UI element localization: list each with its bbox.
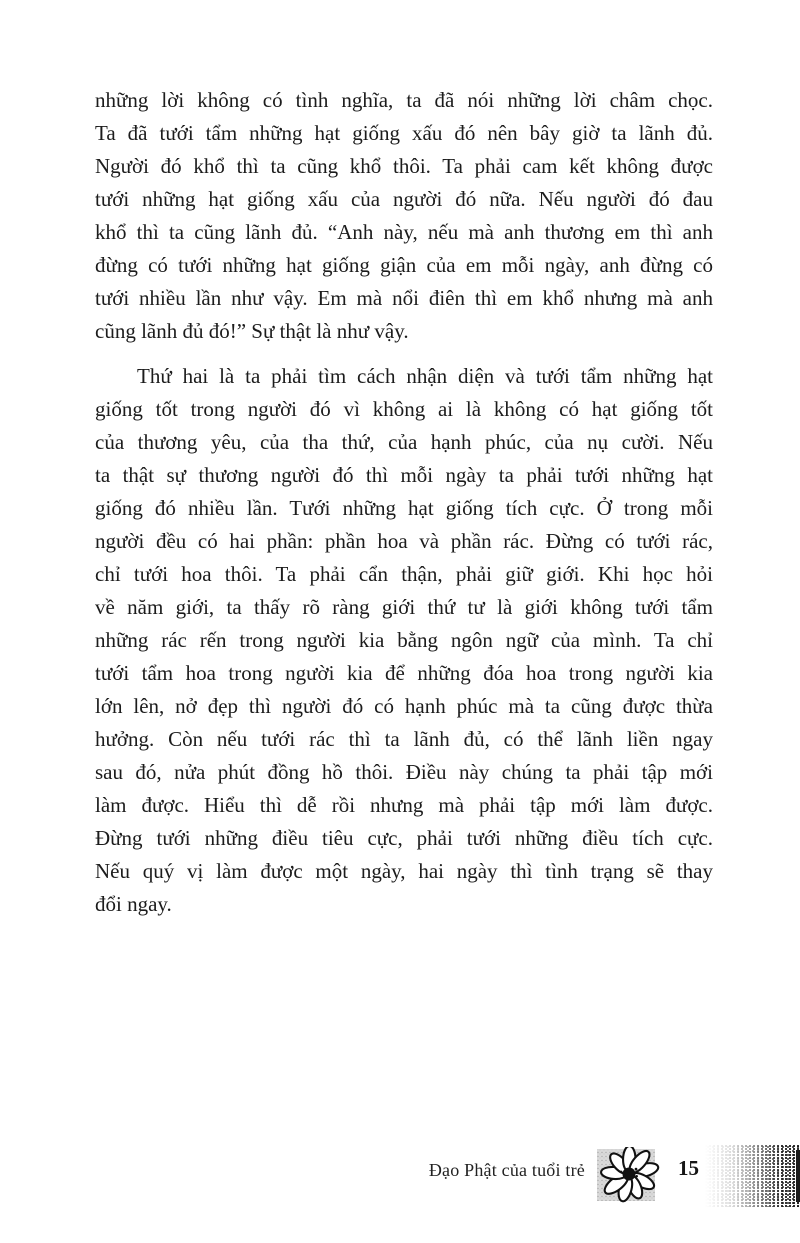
text-line: tưới tẩm hoa trong người kia để những đóa hoa trong người kia (95, 661, 713, 685)
paragraph (95, 84, 713, 348)
text-line: chỉ tưới hoa thôi. Ta phải cẩn thận, phải giữ giới. Khi học hỏi (95, 562, 713, 586)
text-line: lớn lên, nở đẹp thì người đó có hạnh phúc mà ta cũng được thừa (95, 694, 713, 718)
ink-smudge-edge (796, 1150, 800, 1202)
text-line: về năm giới, ta thấy rõ ràng giới thứ tư là giới không tưới tẩm (95, 595, 713, 619)
text-line: của thương yêu, của tha thứ, của hạnh phúc, của nụ cười. Nếu (95, 430, 713, 454)
lotus-flower-icon (597, 1147, 667, 1205)
running-title: Đạo Phật của tuổi trẻ (428, 1160, 585, 1180)
text-line: hưởng. Còn nếu tưới rác thì ta lãnh đủ, có thể lãnh liền ngay (95, 727, 713, 751)
page-footer (0, 1140, 800, 1215)
text-line: ta thật sự thương người đó thì mỗi ngày ta phải tưới những hạt (95, 463, 713, 487)
ink-smudge (705, 1145, 800, 1207)
text-line: những lời không có tình nghĩa, ta đã nói những lời châm chọc. (95, 88, 713, 112)
text-line: tưới nhiều lần như vậy. Em mà nổi điên thì em khổ nhưng mà anh (95, 286, 713, 310)
text-line: Đừng tưới những điều tiêu cực, phải tưới những điều tích cực. (95, 826, 713, 850)
text-line: đừng có tưới những hạt giống giận của em mỗi ngày, anh đừng có (95, 253, 713, 277)
paragraph (95, 360, 713, 921)
text-line: Ta đã tưới tẩm những hạt giống xấu đó nên bây giờ ta lãnh đủ. (95, 121, 713, 145)
page-number: 15 (678, 1156, 699, 1180)
text-line: giống tốt trong người đó vì không ai là không có hạt giống tốt (95, 397, 713, 421)
text-line: cũng lãnh đủ đó!” Sự thật là như vậy. (95, 319, 409, 343)
body-text (95, 84, 713, 921)
text-line: người đều có hai phần: phần hoa và phần rác. Đừng có tưới rác, (95, 529, 713, 553)
text-line: Thứ hai là ta phải tìm cách nhận diện và tưới tẩm những hạt (137, 364, 713, 388)
text-line: Người đó khổ thì ta cũng khổ thôi. Ta phải cam kết không được (95, 154, 713, 178)
text-line: khổ thì ta cũng lãnh đủ. “Anh này, nếu mà anh thương em thì anh (95, 220, 713, 244)
text-line: tưới những hạt giống xấu của người đó nữa. Nếu người đó đau (95, 187, 713, 211)
text-line: làm được. Hiểu thì dễ rồi nhưng mà phải tập mới làm được. (95, 793, 713, 817)
text-line: đổi ngay. (95, 892, 172, 916)
text-line: những rác rến trong người kia bằng ngôn ngữ của mình. Ta chỉ (95, 628, 713, 652)
text-line: giống đó nhiều lần. Tưới những hạt giống tích cực. Ở trong mỗi (95, 496, 713, 520)
text-line: sau đó, nửa phút đồng hồ thôi. Điều này chúng ta phải tập mới (95, 760, 713, 784)
text-line: Nếu quý vị làm được một ngày, hai ngày thì tình trạng sẽ thay (95, 859, 713, 883)
